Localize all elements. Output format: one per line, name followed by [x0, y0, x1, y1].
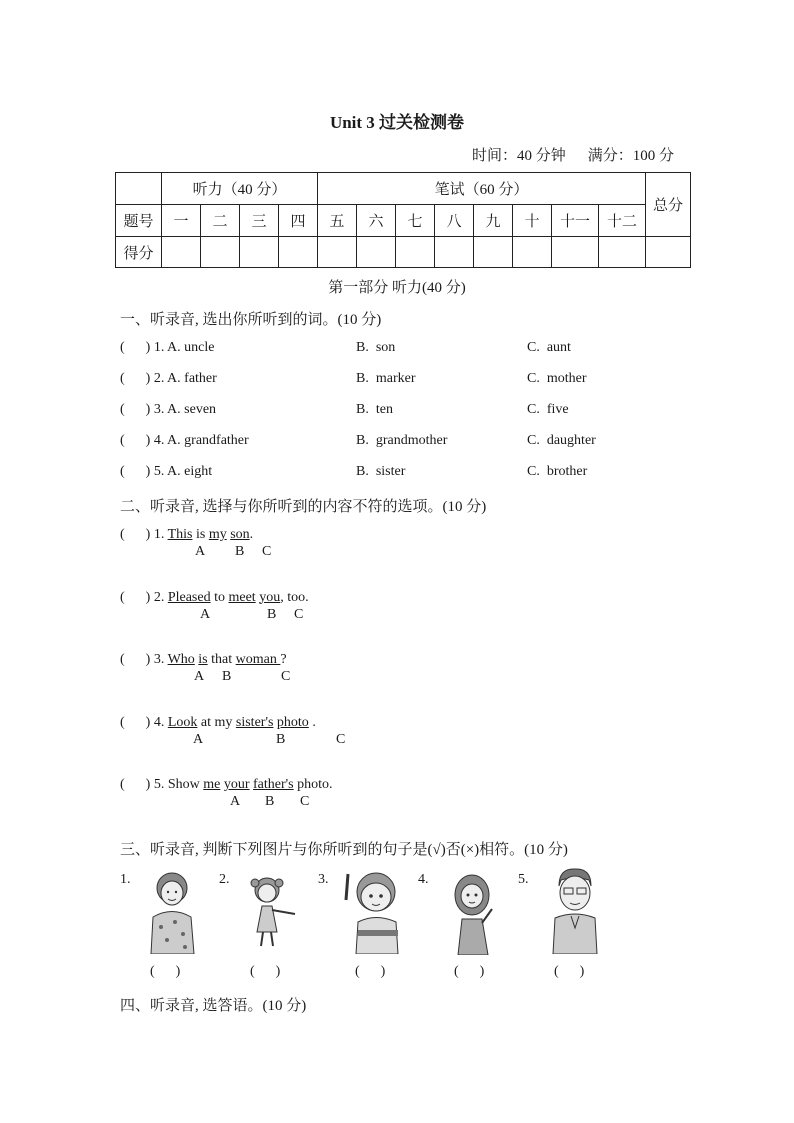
underlined-word: sister's [235, 714, 274, 730]
question-number-cell: 六 [357, 205, 396, 237]
section-2-title: 二、听录音, 选择与你所听到的内容不符的选项。(10 分) [120, 499, 487, 515]
option-letter: B [267, 606, 277, 622]
section-4-title: 四、听录音, 选答语。(10 分) [120, 998, 307, 1014]
underlined-word: photo [276, 714, 309, 730]
page-title: Unit 3 过关检测卷 [329, 113, 465, 132]
score-cell[interactable] [474, 237, 513, 268]
score-cell[interactable] [357, 237, 396, 268]
question-prefix: ( ) 2. [120, 589, 168, 605]
option-letter: A [194, 669, 205, 684]
full-score: 满分：100 分 [587, 148, 674, 164]
sentence-text: ? [280, 652, 287, 667]
question-number-cell: 五 [318, 205, 357, 237]
question-prefix: ( ) 1. [120, 527, 168, 542]
score-cell[interactable] [279, 237, 318, 268]
question-number-cell: 十一 [552, 205, 599, 237]
underlined-word: Who [167, 652, 195, 667]
question-option-b: B. marker [356, 371, 416, 386]
question-option-a: ( ) 2. A. father [120, 371, 217, 386]
option-letter: A [195, 544, 206, 559]
option-letter: C [262, 544, 272, 559]
answer-blank[interactable]: ( ) [150, 964, 181, 979]
underlined-word: Pleased [167, 589, 211, 605]
underlined-word: you [259, 589, 281, 605]
question-option-a: ( ) 4. A. grandfather [120, 433, 249, 448]
question-number-cell: 三 [240, 205, 279, 237]
option-letter: A [230, 794, 241, 809]
score-cell[interactable] [396, 237, 435, 268]
score-cell[interactable] [162, 237, 201, 268]
question-prefix: ( ) 4. [120, 714, 168, 730]
listening-header: 听力（40 分） [162, 173, 318, 205]
option-letter: A [193, 731, 204, 747]
score-cell[interactable] [552, 237, 599, 268]
score-cell[interactable] [240, 237, 279, 268]
answer-blank[interactable]: ( ) [454, 964, 485, 979]
underlined-word: Look [167, 714, 198, 730]
question-number-cell: 八 [435, 205, 474, 237]
option-letter: B [276, 731, 286, 747]
underlined-word: your [223, 777, 250, 792]
option-letter: C [300, 794, 310, 809]
corner-cell [116, 173, 162, 205]
question-number-cell: 十二 [599, 205, 646, 237]
underlined-word: is [198, 652, 208, 667]
sentence-text: , too. [280, 589, 309, 605]
section-3-title: 三、听录音, 判断下列图片与你所听到的句子是(√)否(×)相符。(10 分) [120, 842, 568, 858]
option-letter: B [222, 669, 232, 684]
question-number-cell: 七 [396, 205, 435, 237]
question-number-cell: 十 [513, 205, 552, 237]
sentence-question [120, 652, 287, 668]
underlined-word: This [167, 527, 193, 542]
sentence-text: that [207, 652, 236, 667]
answer-blank[interactable]: ( ) [355, 964, 386, 979]
time-limit: 时间：40 分钟 [471, 148, 566, 164]
man-figure [549, 866, 601, 954]
sentence-text: photo. [293, 777, 333, 792]
exam-meta [472, 144, 674, 165]
question-option-c: C. brother [527, 464, 588, 479]
sentence-question [120, 527, 253, 543]
picture-number: 1. [120, 872, 131, 887]
underlined-word: son [230, 527, 250, 542]
question-number-cell: 一 [162, 205, 201, 237]
underlined-word: my [208, 527, 227, 542]
answer-blank[interactable]: ( ) [250, 964, 281, 979]
underlined-word: woman [235, 652, 281, 667]
question-option-c: C. daughter [527, 433, 596, 448]
question-option-b: B. ten [356, 402, 393, 417]
score-cell[interactable] [513, 237, 552, 268]
option-letter: A [200, 606, 211, 622]
total-label: 总分 [646, 173, 691, 237]
sentence-question [120, 777, 333, 793]
sentence-text: to [210, 589, 229, 605]
underlined-word: father's [253, 777, 294, 792]
question-option-c: C. mother [527, 371, 587, 386]
picture-number: 2. [219, 872, 230, 887]
written-header: 笔试（60 分） [318, 173, 646, 205]
question-number-cell: 九 [474, 205, 513, 237]
row-label-number: 题号 [116, 205, 162, 237]
score-cell[interactable] [435, 237, 474, 268]
option-letter: C [281, 669, 291, 684]
sentence-text: . [308, 714, 316, 730]
sentence-question [120, 715, 316, 731]
option-letter: C [294, 606, 304, 622]
option-letter: C [336, 731, 346, 747]
answer-blank[interactable]: ( ) [554, 964, 585, 979]
question-option-c: C. five [527, 402, 569, 417]
question-option-c: C. aunt [527, 340, 571, 355]
boy-figure [338, 870, 404, 954]
option-letter: B [235, 544, 245, 559]
score-cell[interactable] [599, 237, 646, 268]
question-option-a: ( ) 1. A. uncle [120, 340, 215, 355]
grandmother-figure [145, 872, 200, 954]
question-number-cell: 四 [279, 205, 318, 237]
part-title: 第一部分 听力(40 分) [328, 280, 466, 296]
sentence-text: is [192, 527, 209, 542]
picture-number: 5. [518, 872, 529, 887]
underlined-word: me [203, 777, 221, 792]
score-table [115, 172, 691, 268]
picture-number: 4. [418, 872, 429, 887]
row-label-score: 得分 [116, 237, 162, 268]
section-1-title: 一、听录音, 选出你所听到的词。(10 分) [120, 312, 382, 328]
sentence-text: . [249, 527, 254, 542]
question-option-a: ( ) 5. A. eight [120, 464, 213, 479]
question-option-b: B. son [356, 340, 396, 355]
question-option-b: B. sister [356, 464, 406, 479]
girl-figure [245, 874, 303, 950]
sentence-text: at my [197, 714, 236, 730]
score-cell[interactable] [318, 237, 357, 268]
picture-number: 3. [318, 872, 329, 887]
woman-figure [448, 873, 500, 955]
total-score-cell[interactable] [646, 237, 691, 268]
question-prefix: ( ) 3. [120, 652, 168, 667]
underlined-word: meet [228, 589, 256, 605]
score-cell[interactable] [201, 237, 240, 268]
question-prefix: ( ) 5. Show [120, 777, 204, 792]
question-option-a: ( ) 3. A. seven [120, 402, 217, 417]
option-letter: B [265, 794, 275, 809]
question-number-cell: 二 [201, 205, 240, 237]
question-option-b: B. grandmother [356, 433, 448, 448]
sentence-question [120, 590, 309, 606]
